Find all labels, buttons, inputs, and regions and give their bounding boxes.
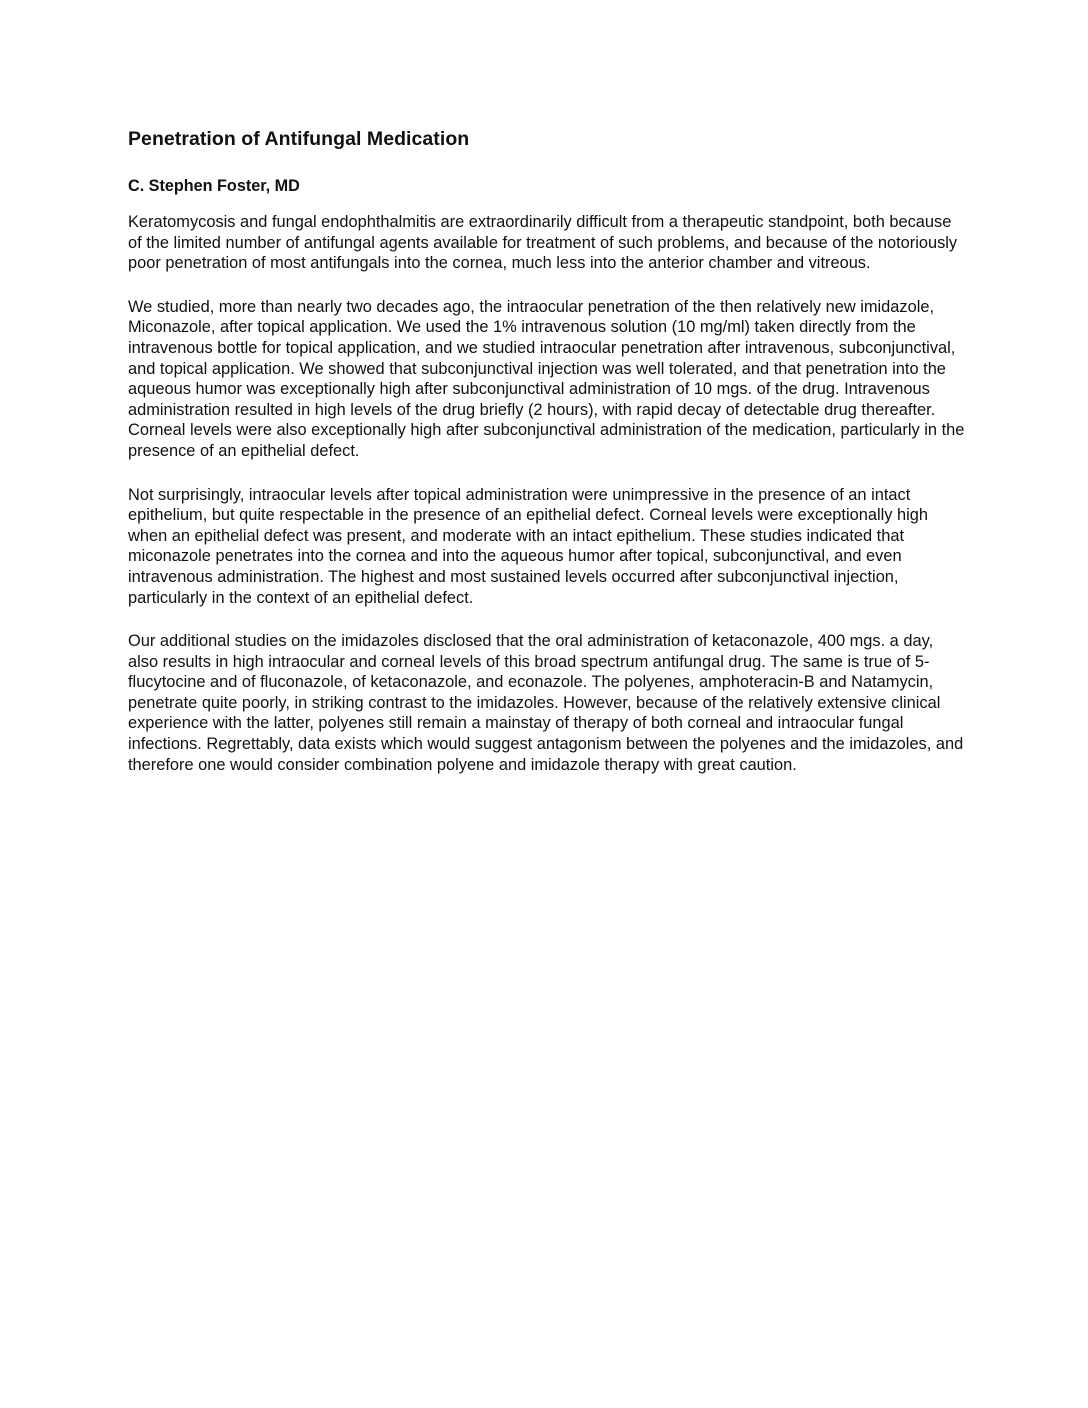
document-body (128, 127, 966, 775)
paragraph-imidazole-studies: Our additional studies on the imidazoles disclosed that the oral administration of ketaconazole, 400 mgs. a day, also results in high intraocular and corneal levels of this broad spectrum antifungal drug. The same is true of 5-flucytocine and of fluconazole, of ketaconazole, and econazole. The polyenes, amphoteracin-B and Natamycin, penetrate quite poorly, in striking contrast to the imidazoles. However, because of the relatively extensive clinical experience with the latter, polyenes still remain a mainstay of therapy of both corneal and intraocular fungal infections. Regrettably, data exists which would suggest antagonism between the polyenes and the imidazoles, and therefore one would consider combination polyene and imidazole therapy with great caution. (128, 632, 964, 774)
author-byline: C. Stephen Foster, MD (128, 177, 300, 195)
paragraph-intro: Keratomycosis and fungal endophthalmitis are extraordinarily difficult from a therapeutic standpoint, both because of the limited number of antifungal agents available for treatment of such problems, and because of the notoriously poor penetration of most antifungals into the cornea, much less into the anterior chamber and vitreous. (128, 213, 958, 273)
paragraph-topical-results: Not surprisingly, intraocular levels after topical administration were unimpressive in the presence of an intact epithelium, but quite respectable in the presence of an epithelial defect. Corneal levels were exceptionally high when an epithelial defect was present, and moderate with an intact epithelium. These studies indicated that miconazole penetrates into the cornea and into the aqueous humor after topical, subconjunctival, and even intravenous administration. The highest and most sustained levels occurred after subconjunctival injection, particularly in the context of an epithelial defect. (128, 485, 928, 607)
paragraph-miconazole-study: We studied, more than nearly two decades ago, the intraocular penetration of the then relatively new imidazole, Miconazole, after topical application. We used the 1% intravenous solution (10 mg/ml) taken directly from the intravenous bottle for topical application, and we studied intraocular penetration after intravenous, subconjunctival, and topical application. We showed that subconjunctival injection was well tolerated, and that penetration into the aqueous humor was exceptionally high after subconjunctival administration of 10 mgs. of the drug. Intravenous administration resulted in high levels of the drug briefly (2 hours), with rapid decay of detectable drug thereafter. Corneal levels were also exceptionally high after subconjunctival administration of the medication, particularly in the presence of an epithelial defect. (128, 297, 965, 460)
document-title: Penetration of Antifungal Medication (128, 128, 470, 150)
